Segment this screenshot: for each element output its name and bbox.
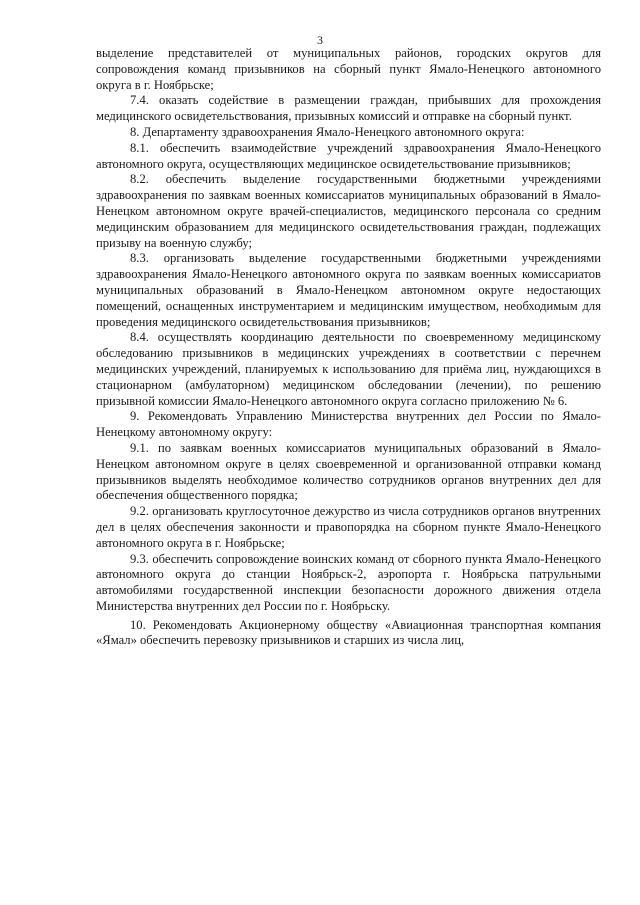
paragraph-9-3: 9.3. обеспечить сопровождение воинских команд от сборного пункта Ямало-Ненецкого автономного округа до станции Ноябрьск-2, аэропорта г. Ноябрьска патрульными автомобилями государственной инспекции безопасности дорожного движения отдела Министерства внутренних дел России по г. Ноябрьску. — [96, 551, 601, 613]
paragraph-8: 8. Департаменту здравоохранения Ямало-Ненецкого автономного округа: — [130, 124, 525, 139]
paragraph-9-2: 9.2. организовать круглосуточное дежурство из числа сотрудников органов внутренних дел в целях обеспечения законности и правопорядка на сборном пункте Ямало-Ненецкого автономного округа в г. Ноябрьске; — [96, 504, 601, 550]
paragraph-8-4: 8.4. осуществлять координацию деятельности по своевременному медицинскому обследованию призывников в медицинских учреждениях в соответствии с перечнем медицинских учреждений, планируемых к использованию для приёма лиц, нуждающихся в стационарном (амбулаторном) медицинском обследовании (лечении), по решению призывной комиссии Ямало-Ненецкого автономного округа согласно приложению № 6. — [96, 330, 601, 408]
paragraph-8-3: 8.3. организовать выделение государственными бюджетными учреждениями здравоохранения Ямало-Ненецкого автономного округа по заявкам военных комиссариатов муниципальных образований в Ямало-Ненецком автономном округе недостающих помещений, оснащенных инструментарием и медицинским имуществом, необходимым для проведения медицинского освидетельствования призывников; — [96, 251, 601, 329]
paragraph-9: 9. Рекомендовать Управлению Министерства внутренних дел России по Ямало-Ненецкому автономному округу: — [96, 409, 601, 440]
paragraph-8-1: 8.1. обеспечить взаимодействие учреждений здравоохранения Ямало-Ненецкого автономного округа, осуществляющих медицинское освидетельствование призывников; — [96, 140, 601, 171]
paragraph-9-1: 9.1. по заявкам военных комиссариатов муниципальных образований в Ямало-Ненецком автономном округе в целях своевременной и организованной отправки команд призывников выделять необходимое количество сотрудников органов внутренних дел для обеспечения общественного порядка; — [96, 440, 601, 503]
document-body — [96, 46, 601, 649]
paragraph-10: 10. Рекомендовать Акционерному обществу «Авиационная транспортная компания «Ямал» обеспечить перевозку призывников и старших из числа лиц, — [96, 617, 601, 648]
paragraph-7-4: 7.4. оказать содействие в размещении граждан, прибывших для прохождения медицинского освидетельствования, призывных комиссий и отправке на сборный пункт. — [96, 93, 601, 124]
page-number: 3 — [317, 33, 323, 47]
paragraph-8-2: 8.2. обеспечить выделение государственными бюджетными учреждениями здравоохранения по заявкам военных комиссариатов муниципальных образований в Ямало-Ненецком автономном округе врачей-специалистов, медицинского персонала со средним медицинским образованием для медицинского освидетельствования граждан, подлежащих призыву на военную службу; — [96, 172, 601, 250]
paragraph-7-3-continuation: выделение представителей от муниципальных районов, городских округов для сопровождения команд призывников на сборный пункт Ямало-Ненецкого автономного округа в г. Ноябрьске; — [96, 46, 601, 92]
